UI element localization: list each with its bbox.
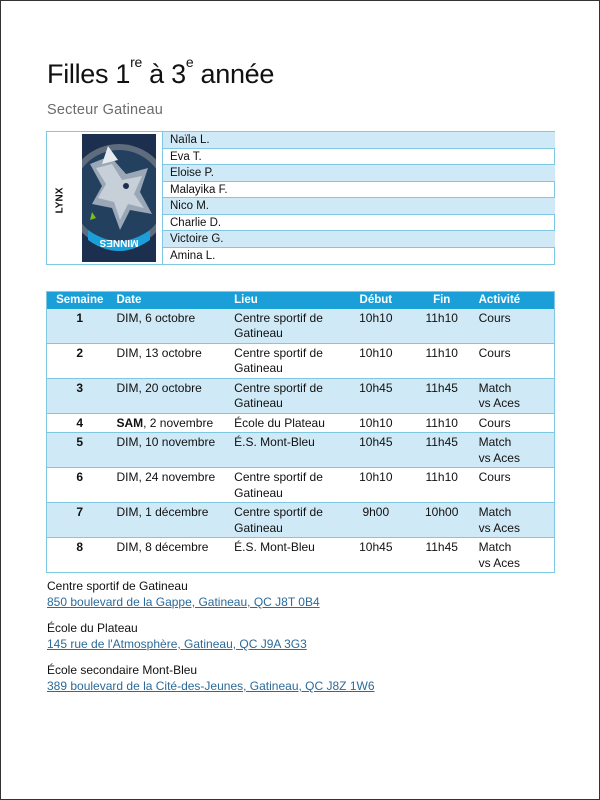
week-cell: 6 (47, 468, 113, 503)
date-text: , 20 octobre (138, 380, 202, 395)
date-text: , 10 novembre (138, 435, 216, 449)
activity-text: Match (478, 540, 512, 554)
table-row (47, 378, 555, 413)
title-text: Filles 1 (47, 59, 131, 89)
venue-list (47, 578, 375, 704)
date-text: , 24 novembre (138, 470, 216, 484)
date-text: , 13 octobre (138, 345, 202, 360)
activity-opponent: vs Aces (478, 450, 520, 465)
column-header-fin: Fin (409, 292, 475, 309)
activity-text: Match (478, 380, 512, 395)
date-cell (112, 413, 230, 433)
week-cell: 8 (47, 538, 113, 573)
venue-address-link[interactable]: 145 rue de l'Atmosphère, Gatineau, QC J9A 3G3 (47, 637, 307, 651)
activity-cell (475, 378, 555, 413)
activity-text: Cours (478, 415, 511, 430)
activity-opponent: vs Aces (478, 520, 520, 535)
location-cell: É.S. Mont-Bleu (230, 433, 343, 468)
schedule-header-row (47, 292, 555, 309)
date-cell (112, 433, 230, 468)
start-time-cell: 10h45 (343, 378, 409, 413)
activity-text: Cours (478, 345, 511, 360)
activity-cell (475, 468, 555, 503)
activity-text: Cours (478, 470, 511, 484)
table-row (47, 433, 555, 468)
team-name (49, 188, 71, 212)
week-cell: 5 (47, 433, 113, 468)
date-text: , 6 octobre (138, 310, 196, 325)
location-cell: Centre sportif de Gatineau (230, 309, 343, 344)
end-time-cell: 10h00 (409, 503, 475, 538)
table-row (47, 343, 555, 378)
start-time-cell: 10h45 (343, 538, 409, 573)
title-superscript: re (130, 54, 142, 70)
start-time-cell: 10h10 (343, 468, 409, 503)
title-text: à 3 (141, 59, 186, 89)
player-name: Nico M. (163, 198, 555, 215)
column-header-semaine: Semaine (47, 292, 113, 309)
week-cell: 1 (47, 309, 113, 344)
start-time-cell: 10h10 (343, 343, 409, 378)
table-row (47, 309, 555, 344)
day-of-week: DIM (116, 380, 139, 395)
date-cell (112, 309, 230, 344)
player-list (163, 132, 555, 264)
activity-text: Match (478, 505, 512, 519)
end-time-cell: 11h10 (409, 309, 475, 344)
day-of-week: DIM (116, 310, 139, 325)
end-time-cell: 11h10 (409, 343, 475, 378)
week-cell: 3 (47, 378, 113, 413)
location-cell: Centre sportif de Gatineau (230, 468, 343, 503)
player-name: Naïla L. (163, 132, 555, 149)
day-of-week: SAM (116, 415, 144, 430)
activity-cell (475, 538, 555, 573)
day-of-week: DIM (116, 540, 139, 554)
roster-table (46, 131, 555, 265)
date-cell (112, 378, 230, 413)
end-time-cell: 11h45 (409, 538, 475, 573)
venue-name: École du Plateau (47, 621, 138, 635)
logo-lettering: MINNES (99, 237, 139, 248)
activity-text: Match (478, 435, 512, 449)
activity-cell (475, 503, 555, 538)
player-name: Charlie D. (163, 215, 555, 232)
page-title (47, 54, 275, 90)
page-subtitle: Secteur Gatineau (47, 102, 164, 118)
date-cell (112, 538, 230, 573)
activity-cell (475, 433, 555, 468)
activity-cell (475, 343, 555, 378)
location-cell: École du Plateau (230, 413, 343, 433)
location-cell: É.S. Mont-Bleu (230, 538, 343, 573)
end-time-cell: 11h10 (409, 413, 475, 433)
venue-item (47, 578, 375, 610)
week-cell: 2 (47, 343, 113, 378)
date-text: , 8 décembre (138, 540, 209, 554)
start-time-cell: 9h00 (343, 503, 409, 538)
activity-opponent: vs Aces (478, 555, 520, 570)
table-row (47, 413, 555, 433)
player-name: Victoire G. (163, 231, 555, 248)
player-name: Amina L. (170, 249, 216, 262)
end-time-cell: 11h45 (409, 378, 475, 413)
venue-address-link[interactable]: 850 boulevard de la Gappe, Gatineau, QC J8T 0B4 (47, 595, 320, 609)
player-name: Eloise P. (163, 165, 555, 182)
table-row (47, 503, 555, 538)
day-of-week: DIM (116, 470, 139, 484)
venue-name: Centre sportif de Gatineau (47, 579, 188, 593)
activity-cell (475, 413, 555, 433)
team-name-label: LYNX (54, 187, 66, 213)
date-cell (112, 503, 230, 538)
location-cell: Centre sportif de Gatineau (230, 378, 343, 413)
end-time-cell: 11h10 (409, 468, 475, 503)
table-row (47, 538, 555, 573)
date-text: , 2 novembre (143, 415, 214, 430)
title-superscript: e (185, 54, 194, 70)
column-header-activite: Activité (475, 292, 555, 309)
week-cell: 4 (47, 413, 113, 433)
roster-team-cell (47, 132, 163, 264)
activity-cell (475, 309, 555, 344)
player-name: Eva T. (163, 149, 555, 166)
venue-address-link[interactable]: 389 boulevard de la Cité-des-Jeunes, Gatineau, QC J8Z 1W6 (47, 679, 375, 693)
start-time-cell: 10h45 (343, 433, 409, 468)
title-text: année (193, 59, 275, 89)
venue-name: École secondaire Mont-Bleu (47, 663, 198, 677)
player-name: Malayika F. (163, 182, 555, 199)
date-text: , 1 décembre (138, 505, 209, 519)
column-header-debut: Début (343, 292, 409, 309)
column-header-lieu: Lieu (230, 292, 343, 309)
table-row (47, 468, 555, 503)
week-cell: 7 (47, 503, 113, 538)
start-time-cell: 10h10 (343, 413, 409, 433)
day-of-week: DIM (116, 435, 139, 449)
end-time-cell: 11h45 (409, 433, 475, 468)
location-cell: Centre sportif de Gatineau (230, 343, 343, 378)
venue-item (47, 620, 375, 652)
lynx-logo-icon (82, 134, 156, 262)
start-time-cell: 10h10 (343, 309, 409, 344)
day-of-week: DIM (116, 345, 139, 360)
activity-text: Cours (478, 310, 511, 325)
activity-opponent: vs Aces (478, 396, 520, 410)
date-cell (112, 468, 230, 503)
venue-item (47, 662, 375, 694)
schedule-table (46, 291, 555, 573)
location-cell: Centre sportif de Gatineau (230, 503, 343, 538)
day-of-week: DIM (116, 505, 139, 519)
date-cell (112, 343, 230, 378)
column-header-date: Date (112, 292, 230, 309)
